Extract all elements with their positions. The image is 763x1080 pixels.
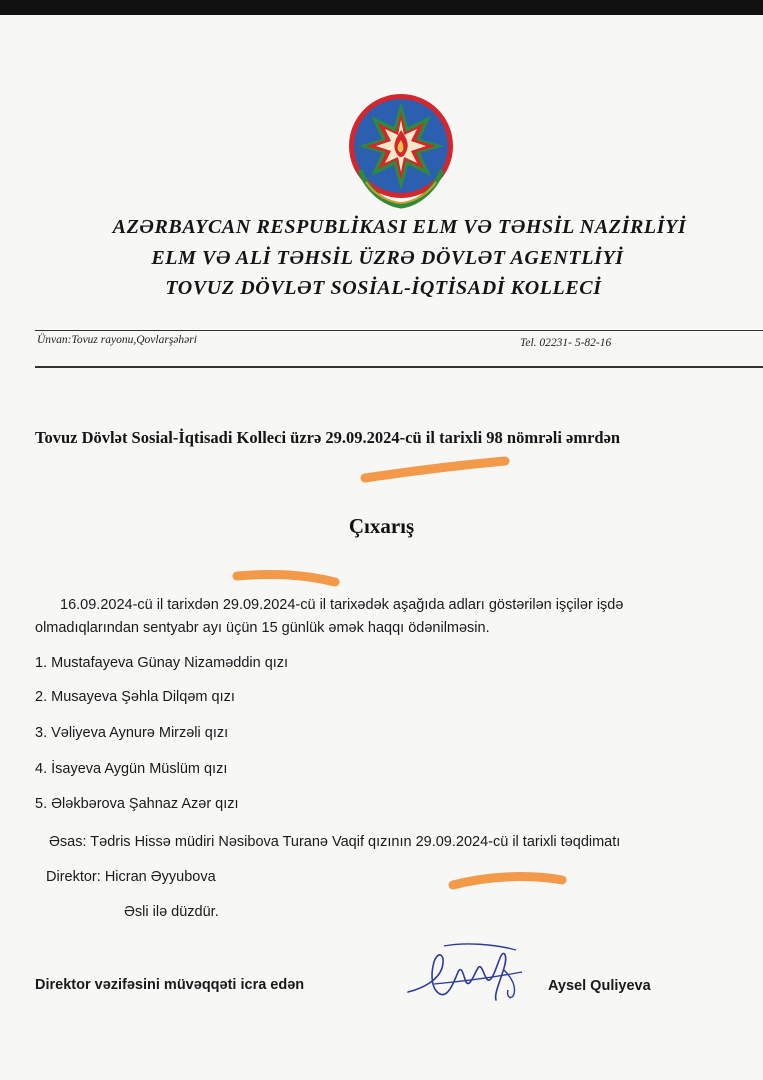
basis-text: Əsas: Tədris Hissə müdiri Nəsibova Turanə Vaqif qızının 29.09.2024-cü il tarixli təqdimatı (49, 834, 621, 850)
agency-name: ELM VƏ ALİ TƏHSİL ÜZRƏ DÖVLƏT AGENTLİYİ (151, 247, 624, 269)
document-title: Çıxarış (348, 514, 415, 538)
highlight-mark-2 (232, 568, 340, 590)
ministry-name: AZƏRBAYCAN RESPUBLİKASI ELM VƏ TƏHSİL NAZİRLİYİ (112, 216, 687, 238)
college-name: TOVUZ DÖVLƏT SOSİAL-İQTİSADİ KOLLECİ (165, 277, 602, 299)
signature-icon (404, 938, 528, 1008)
highlight-mark-1 (360, 456, 510, 484)
top-dark-bar (0, 0, 763, 15)
top-rule (35, 330, 763, 331)
list-item: 2. Musayeva Şəhla Dilqəm qızı (35, 689, 235, 705)
paragraph-line-1: 16.09.2024-cü il tarixdən 29.09.2024-cü il tarixədək aşağıda adları göstərilən işçilər işdə (60, 597, 624, 613)
list-item: 3. Vəliyeva Aynurə Mirzəli qızı (35, 725, 229, 741)
acting-director-name: Aysel Quliyeva (548, 978, 651, 994)
acting-director-role: Direktor vəzifəsini müvəqqəti icra edən (35, 977, 305, 993)
order-heading: Tovuz Dövlət Sosial-İqtisadi Kolleci üzrə 29.09.2024-cü il tarixli 98 nömrəli əmrdən (35, 428, 621, 447)
director-text: Direktor: Hicran Əyyubova (46, 869, 216, 885)
list-item: 4. İsayeva Aygün Müslüm qızı (35, 761, 228, 777)
list-item: 1. Mustafayeva Günay Nizaməddin qızı (35, 655, 289, 671)
address-text: Ünvan:Tovuz rayonu,Qovlarşəhəri (37, 334, 197, 346)
bottom-rule (35, 366, 763, 368)
certified-text: Əsli ilə düzdür. (124, 904, 219, 920)
list-item: 5. Ələkbərova Şahnaz Azər qızı (35, 796, 239, 812)
state-emblem-icon (346, 94, 456, 212)
highlight-mark-3 (448, 866, 568, 892)
phone-text: Tel. 02231- 5-82-16 (520, 337, 612, 349)
paragraph-line-2: olmadıqlarından sentyabr ayı üçün 15 günlük əmək haqqı ödənilməsin. (35, 620, 490, 636)
